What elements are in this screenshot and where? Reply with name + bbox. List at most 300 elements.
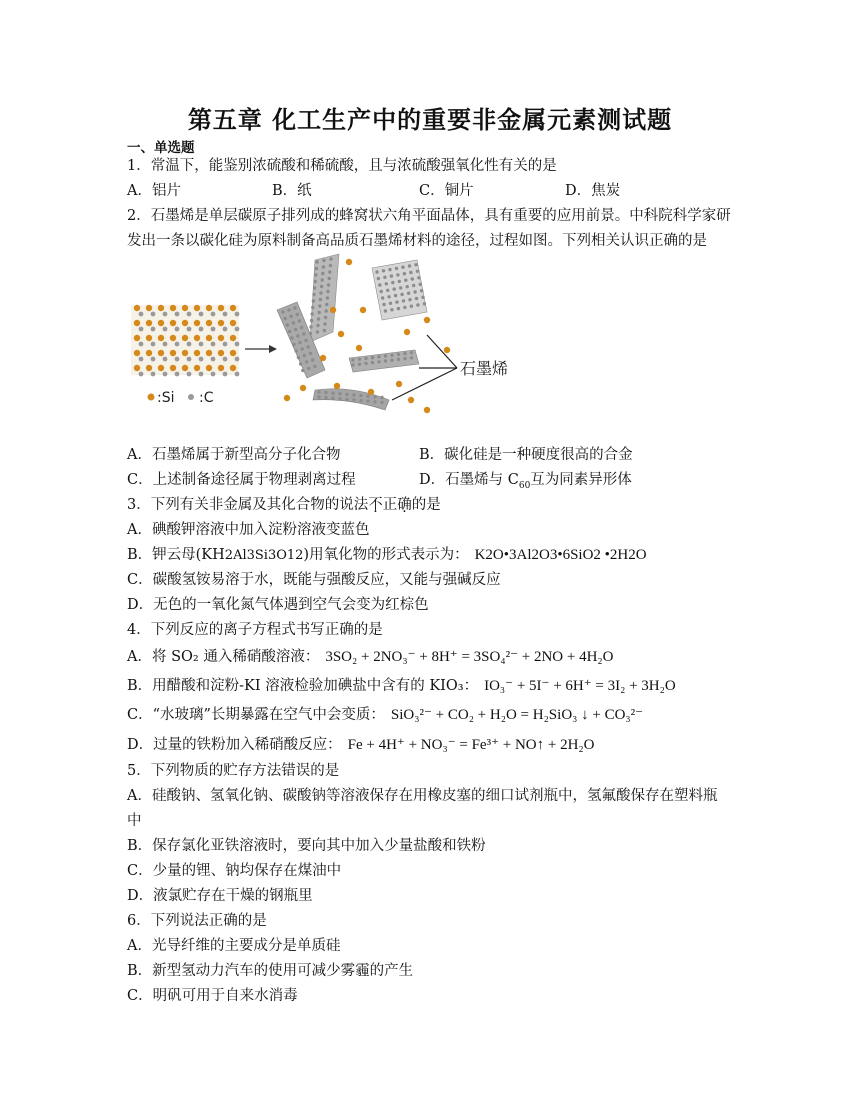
- si-atom: [134, 320, 140, 326]
- c-atom: [235, 372, 240, 377]
- c-atom: [199, 312, 204, 317]
- q5-option-a-line2: 中: [127, 813, 142, 829]
- c-atom: [305, 360, 308, 363]
- graphene-sheet-tall: [309, 254, 339, 342]
- c-atom: [352, 393, 355, 396]
- q3-stem-suffix: 的是: [411, 497, 441, 513]
- c-atom: [404, 279, 407, 282]
- si-atom: [218, 335, 224, 341]
- c-atom: [292, 343, 295, 346]
- c-atom: [420, 289, 423, 292]
- figure-legend: [148, 390, 214, 406]
- si-atom: [424, 407, 430, 413]
- c-atom: [303, 354, 306, 357]
- graphene-process-illustration: [127, 250, 547, 430]
- si-atom: [206, 305, 212, 311]
- c-atom: [373, 395, 376, 398]
- si-atom: [320, 355, 326, 361]
- c-atom: [417, 276, 420, 279]
- q3-option-a: A．碘酸钾溶液中加入淀粉溶液变蓝色: [127, 522, 370, 538]
- c-atom: [151, 372, 156, 377]
- c-atom: [211, 327, 216, 332]
- c-atom: [352, 398, 355, 401]
- c-atom: [364, 357, 367, 360]
- c-atom: [321, 278, 324, 281]
- c-atom: [393, 287, 396, 290]
- c-atom: [403, 272, 406, 275]
- c-atom: [199, 372, 204, 377]
- si-atom: [284, 395, 290, 401]
- c-atom: [187, 372, 192, 377]
- c-atom: [371, 361, 374, 364]
- q3-stem-middle: 正: [382, 497, 398, 513]
- si-atom: [134, 335, 140, 341]
- c-atom: [394, 294, 397, 297]
- c-atom: [235, 327, 240, 332]
- c-atom: [383, 276, 386, 279]
- q4-option-c: [127, 703, 643, 724]
- c-atom: [300, 326, 303, 329]
- si-atom: [158, 350, 164, 356]
- q4-option-a-equation: 3SO₂ + 2NO₃⁻ + 8H⁺ = 3SO₄²⁻ + 2NO + 4H₂O: [325, 649, 614, 665]
- q4-option-b-text: B．用醋酸和淀粉-KI 溶液检验加碘盐中含有的 KIO₃：: [127, 678, 479, 694]
- c-atom: [315, 267, 318, 270]
- c-atom: [416, 303, 419, 306]
- si-atom: [230, 365, 236, 371]
- c-atom: [413, 290, 416, 293]
- c-atom: [317, 390, 320, 393]
- c-atom: [299, 362, 302, 365]
- c-atom: [329, 257, 332, 260]
- si-atom: [356, 345, 362, 351]
- c-atom: [324, 316, 327, 319]
- si-atom: [170, 320, 176, 326]
- c-atom: [307, 345, 310, 348]
- c-atom: [235, 342, 240, 347]
- c-atom: [410, 351, 413, 354]
- c-atom: [375, 270, 378, 273]
- c-atom: [151, 342, 156, 347]
- si-atom: [146, 320, 152, 326]
- c-atom: [223, 372, 228, 377]
- c-atom: [313, 365, 316, 368]
- c-atom: [139, 327, 144, 332]
- c-atom: [364, 362, 367, 365]
- q5-option-c: C．少量的锂、钠均保存在煤油中: [127, 863, 342, 879]
- si-atom: [194, 335, 200, 341]
- q5-option-d: D．液氯贮存在干燥的钢瓶里: [127, 888, 313, 904]
- q4-option-b: [127, 674, 676, 695]
- c-atom: [316, 330, 319, 333]
- c-atom: [286, 323, 289, 326]
- c-atom: [382, 269, 385, 272]
- si-atom: [134, 305, 140, 311]
- si-atom: [194, 365, 200, 371]
- c-atom: [298, 341, 301, 344]
- c-atom: [381, 296, 384, 299]
- c-atom: [395, 267, 398, 270]
- c-atom: [338, 397, 341, 400]
- c-atom: [301, 347, 304, 350]
- q4-option-c-equation: SiO₃²⁻ + CO₂ + H₂O = H₂SiO₃ ↓ + CO₃²⁻: [390, 707, 644, 723]
- si-atom: [170, 350, 176, 356]
- c-atom: [281, 310, 284, 313]
- c-atom: [419, 283, 422, 286]
- c-atom: [312, 299, 315, 302]
- silicon-carbide-crystal: [131, 305, 239, 377]
- si-atom: [424, 317, 430, 323]
- c-atom: [317, 317, 320, 320]
- c-atom: [294, 328, 297, 331]
- si-atom: [182, 350, 188, 356]
- c-atom: [409, 271, 412, 274]
- c-atom: [199, 357, 204, 362]
- c-atom: [304, 339, 307, 342]
- q6-option-b: B．新型氢动力汽车的使用可减少雾霾的产生: [127, 963, 414, 979]
- c-atom: [328, 270, 331, 273]
- q4-stem: 4．下列反应的离子方程式书写正确的是: [127, 622, 383, 638]
- q5-option-b: B．保存氯化亚铁溶液时，要向其中加入少量盐酸和铁粉: [127, 838, 486, 854]
- c-atom: [323, 322, 326, 325]
- si-atom: [146, 305, 152, 311]
- c-atom: [403, 306, 406, 309]
- q6-option-a: A．光导纤维的主要成分是单质硅: [127, 938, 341, 954]
- c-atom: [326, 296, 329, 299]
- c-legend-icon: [188, 394, 194, 400]
- si-atom: [230, 320, 236, 326]
- c-atom: [386, 289, 389, 292]
- c-atom: [314, 273, 317, 276]
- q2-option-d: [419, 468, 632, 489]
- c-atom: [223, 327, 228, 332]
- si-atom: [218, 365, 224, 371]
- si-atom: [338, 331, 344, 337]
- si-atom: [194, 350, 200, 356]
- q3-option-b-formula: 2Al3Si3O12: [224, 548, 304, 563]
- q2-option-d-subscript: 60: [518, 480, 531, 491]
- si-atom: [182, 320, 188, 326]
- c-atom: [293, 306, 296, 309]
- c-atom: [235, 357, 240, 362]
- q2-option-c: C．上述制备途径属于物理剥离过程: [127, 472, 356, 488]
- c-atom: [187, 357, 192, 362]
- q3-option-b-middle: )用氧化物的形式表示为：: [303, 547, 469, 563]
- graphene-sheet-middle: [349, 350, 419, 372]
- c-atom: [390, 359, 393, 362]
- c-atom: [338, 392, 341, 395]
- c-atom: [410, 305, 413, 308]
- c-atom: [298, 319, 301, 322]
- c-atom: [396, 273, 399, 276]
- c-atom: [223, 357, 228, 362]
- c-atom: [324, 396, 327, 399]
- c-atom: [310, 319, 313, 322]
- si-atom: [396, 381, 402, 387]
- c-legend-label: :C: [199, 390, 214, 406]
- c-atom: [384, 354, 387, 357]
- c-atom: [359, 394, 362, 397]
- c-atom: [287, 308, 290, 311]
- si-atom: [218, 350, 224, 356]
- c-atom: [311, 358, 314, 361]
- c-atom: [290, 315, 293, 318]
- si-atom: [134, 350, 140, 356]
- c-atom: [163, 372, 168, 377]
- c-atom: [175, 312, 180, 317]
- c-atom: [163, 312, 168, 317]
- c-atom: [397, 358, 400, 361]
- c-atom: [385, 282, 388, 285]
- c-atom: [296, 334, 299, 337]
- q2-option-d-prefix: D．石墨烯与 C: [419, 472, 519, 488]
- c-atom: [408, 298, 411, 301]
- q1-option-d: D．焦炭: [565, 183, 621, 199]
- c-atom: [327, 283, 330, 286]
- c-atom: [410, 356, 413, 359]
- q3-option-b: [127, 543, 647, 564]
- c-atom: [391, 281, 394, 284]
- c-atom: [380, 401, 383, 404]
- si-atom: [158, 335, 164, 341]
- c-atom: [139, 312, 144, 317]
- si-atom: [170, 305, 176, 311]
- c-atom: [320, 285, 323, 288]
- si-atom: [330, 307, 336, 313]
- c-atom: [307, 367, 310, 370]
- q5-stem: 5．下列物质的贮存方法错误的是: [127, 763, 340, 779]
- q6-stem: 6．下列说法正确的是: [127, 913, 267, 929]
- c-atom: [163, 342, 168, 347]
- c-atom: [402, 299, 405, 302]
- si-atom: [230, 350, 236, 356]
- c-atom: [403, 357, 406, 360]
- graphene-label: 石墨烯: [460, 359, 509, 378]
- c-atom: [358, 363, 361, 366]
- c-atom: [211, 372, 216, 377]
- si-atom: [146, 335, 152, 341]
- q6-option-c: C．明矾可用于自来水消毒: [127, 988, 298, 1004]
- q4-option-d-equation: Fe + 4H⁺ + NO₃⁻ = Fe³⁺ + NO↑ + 2H₂O: [347, 737, 595, 753]
- c-atom: [199, 327, 204, 332]
- c-atom: [408, 264, 411, 267]
- c-atom: [317, 395, 320, 398]
- c-atom: [301, 369, 304, 372]
- si-atom: [218, 305, 224, 311]
- si-atom: [194, 305, 200, 311]
- c-atom: [211, 357, 216, 362]
- q1-option-a: A．铝片: [127, 183, 181, 199]
- si-atom: [444, 347, 450, 353]
- c-atom: [302, 332, 305, 335]
- c-atom: [414, 263, 417, 266]
- q3-option-b-oxide-formula: K2O•3Al2O3•6SiO2 •2H2O: [474, 547, 647, 563]
- si-atom: [182, 365, 188, 371]
- c-atom: [324, 391, 327, 394]
- c-atom: [284, 317, 287, 320]
- c-atom: [322, 265, 325, 268]
- c-atom: [415, 297, 418, 300]
- c-atom: [390, 354, 393, 357]
- c-atom: [395, 300, 398, 303]
- c-atom: [378, 283, 381, 286]
- c-atom: [390, 274, 393, 277]
- c-atom: [175, 357, 180, 362]
- c-atom: [319, 291, 322, 294]
- c-atom: [377, 360, 380, 363]
- q3-option-c: C．碳酸氢铵易溶于水，既能与强酸反应，又能与强碱反应: [127, 572, 501, 588]
- c-atom: [322, 259, 325, 262]
- c-atom: [382, 303, 385, 306]
- si-atom: [134, 365, 140, 371]
- c-atom: [199, 342, 204, 347]
- c-atom: [377, 277, 380, 280]
- c-atom: [323, 329, 326, 332]
- c-atom: [411, 277, 414, 280]
- process-arrow-icon: [245, 345, 277, 353]
- c-atom: [315, 260, 318, 263]
- c-atom: [175, 342, 180, 347]
- q3-stem: [127, 493, 441, 514]
- si-legend-label: :Si: [157, 390, 175, 406]
- c-atom: [313, 286, 316, 289]
- c-atom: [399, 286, 402, 289]
- c-atom: [325, 309, 328, 312]
- c-atom: [175, 372, 180, 377]
- c-atom: [398, 280, 401, 283]
- c-atom: [187, 342, 192, 347]
- si-atom: [158, 365, 164, 371]
- si-atom: [218, 320, 224, 326]
- q3-emphasis-1: 不: [368, 497, 383, 513]
- si-atom: [368, 389, 374, 395]
- si-atom: [230, 335, 236, 341]
- c-atom: [412, 284, 415, 287]
- c-atom: [297, 356, 300, 359]
- c-atom: [366, 395, 369, 398]
- c-atom: [223, 312, 228, 317]
- c-atom: [312, 293, 315, 296]
- c-atom: [397, 353, 400, 356]
- q3-option-b-prefix: B．钾云母(KH: [127, 547, 225, 563]
- si-atom: [170, 335, 176, 341]
- c-atom: [328, 277, 331, 280]
- c-atom: [187, 312, 192, 317]
- c-atom: [380, 290, 383, 293]
- c-atom: [325, 303, 328, 306]
- c-atom: [345, 393, 348, 396]
- si-atom: [346, 259, 352, 265]
- c-atom: [351, 363, 354, 366]
- c-atom: [151, 357, 156, 362]
- c-atom: [187, 327, 192, 332]
- c-atom: [407, 292, 410, 295]
- c-atom: [309, 325, 312, 328]
- q4-option-d-text: D．过量的铁粉加入稀硝酸反应：: [127, 737, 342, 753]
- c-atom: [388, 268, 391, 271]
- q3-stem-prefix: 3．下列有关非金属及其化合物的说法: [127, 497, 369, 513]
- si-atom: [334, 383, 340, 389]
- q3-option-d: D．无色的一氧化氮气体遇到空气会变为红棕色: [127, 597, 429, 613]
- q4-option-a: [127, 645, 613, 666]
- c-atom: [326, 290, 329, 293]
- c-atom: [359, 399, 362, 402]
- si-atom: [158, 305, 164, 311]
- c-atom: [423, 302, 426, 305]
- c-atom: [421, 296, 424, 299]
- q1-option-b: B．纸: [272, 183, 312, 199]
- si-atom: [404, 329, 410, 335]
- q2-option-a: A．石墨烯属于新型高分子化合物: [127, 447, 341, 463]
- c-atom: [235, 312, 240, 317]
- c-atom: [387, 295, 390, 298]
- c-atom: [390, 308, 393, 311]
- c-atom: [373, 400, 376, 403]
- c-atom: [384, 359, 387, 362]
- c-atom: [321, 272, 324, 275]
- c-atom: [211, 342, 216, 347]
- graphene-figure: [127, 250, 547, 430]
- c-atom: [175, 327, 180, 332]
- c-atom: [211, 312, 216, 317]
- c-atom: [316, 324, 319, 327]
- q2-stem-line2: 发出一条以碳化硅为原料制备高品质石墨烯材料的途径，过程如图。下列相关认识正确的是: [127, 233, 707, 249]
- c-atom: [163, 357, 168, 362]
- c-atom: [377, 355, 380, 358]
- c-atom: [358, 358, 361, 361]
- c-atom: [151, 312, 156, 317]
- q4-option-b-equation: IO₃⁻ + 5I⁻ + 6H⁺ = 3I₂ + 3H₂O: [484, 678, 676, 694]
- c-atom: [345, 398, 348, 401]
- c-atom: [319, 298, 322, 301]
- c-atom: [331, 392, 334, 395]
- c-atom: [366, 400, 369, 403]
- si-atom: [146, 365, 152, 371]
- q4-option-a-text: A．将 SO₂ 通入稀硝酸溶液：: [127, 649, 320, 665]
- c-atom: [223, 342, 228, 347]
- si-atom: [158, 320, 164, 326]
- c-atom: [406, 285, 409, 288]
- c-atom: [318, 311, 321, 314]
- si-atom: [360, 307, 366, 313]
- c-atom: [351, 358, 354, 361]
- c-atom: [397, 307, 400, 310]
- si-atom: [206, 350, 212, 356]
- q2-stem-line1: 2．石墨烯是单层碳原子排列成的蜂窝状六角平面晶体，具有重要的应用前景。中科院科学家研: [127, 208, 731, 224]
- c-atom: [290, 336, 293, 339]
- c-atom: [401, 266, 404, 269]
- c-atom: [151, 327, 156, 332]
- section-heading: 一、单选题: [127, 140, 195, 156]
- c-atom: [139, 342, 144, 347]
- q4-option-c-text: C．“水玻璃”长期暴露在空气中会变质：: [127, 707, 385, 723]
- graphene-sheet-honeycomb: [372, 260, 427, 320]
- c-atom: [139, 357, 144, 362]
- si-atom: [230, 305, 236, 311]
- si-atom: [146, 350, 152, 356]
- c-atom: [389, 302, 392, 305]
- graphene-sheet-bottom: [313, 389, 389, 410]
- c-atom: [309, 352, 312, 355]
- si-atom: [300, 385, 306, 391]
- q2-option-b: B．碳化硅是一种硬度很高的合金: [419, 447, 633, 463]
- c-atom: [311, 306, 314, 309]
- c-atom: [292, 321, 295, 324]
- page-title: 第五章 化工生产中的重要非金属元素测试题: [187, 105, 673, 134]
- q3-emphasis-2: 确: [397, 497, 412, 513]
- q4-option-d: [127, 733, 594, 754]
- c-atom: [403, 352, 406, 355]
- c-atom: [295, 349, 298, 352]
